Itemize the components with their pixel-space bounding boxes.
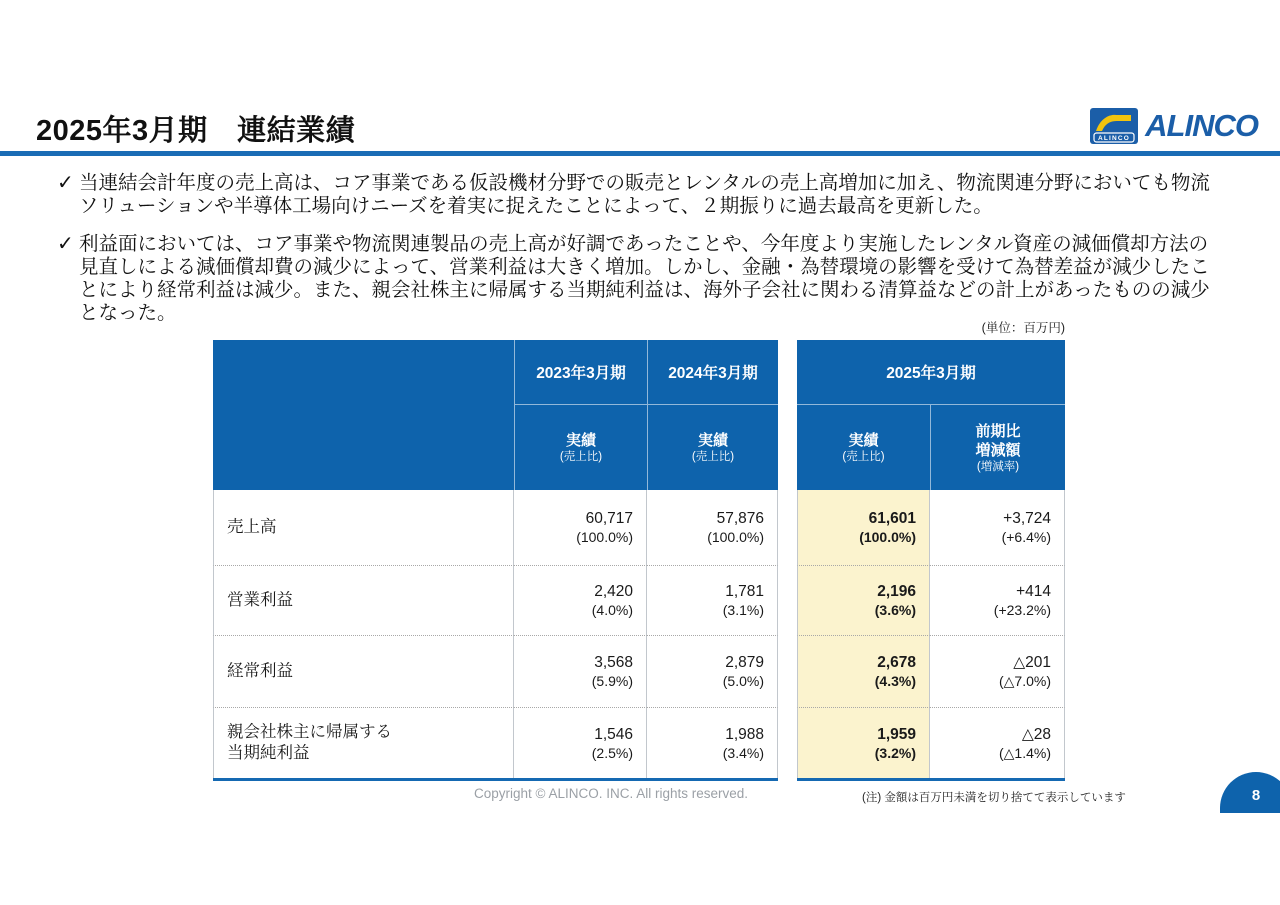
cell-ratio: (△7.0%) <box>998 673 1051 689</box>
checkmark-icon: ✓ <box>57 233 74 255</box>
cell-value: 1,546 <box>594 725 633 743</box>
cell-ratio: (4.3%) <box>874 673 916 689</box>
results-table-fy2025 <box>797 340 1065 781</box>
alinco-wordmark: ALINCO <box>1145 108 1258 143</box>
cell-yoy-net-sales <box>930 490 1065 565</box>
bullet-text: 利益面においては、コア事業や物流関連製品の売上高が好調であったことや、今年度より実施したレンタル資産の減価償却方法の見直しによる減価償却費の減少によって、営業利益は大きく増加。しかし、金融・為替環境の影響を受けて為替差益が減少したことにより経常利益は減少。また、親会社株主に帰属する当期純利益は、海外子会社に関わる清算益などの計上があったものの減少となった。 <box>79 233 1210 324</box>
bullet-text: 当連結会計年度の売上高は、コア事業である仮設機材分野での販売とレンタルの売上高増加に加え、物流関連分野においても物流ソリューションや半導体工場向けニーズを着実に捉えたことによって、２期振りに過去最高を更新した。 <box>79 172 1210 217</box>
cell-value: 2,420 <box>594 583 633 600</box>
cell-ratio: (+6.4%) <box>1001 529 1051 545</box>
cell-ratio: (3.1%) <box>722 602 764 618</box>
row-label-text: 営業利益 <box>227 591 293 609</box>
subheader-actual-label: 実績 <box>848 432 879 449</box>
title-divider <box>0 151 1280 156</box>
cell-ratio: (5.0%) <box>722 673 764 689</box>
row-label-text: 経常利益 <box>227 662 293 680</box>
checkmark-icon: ✓ <box>57 172 74 194</box>
cell-value: 61,601 <box>868 510 916 527</box>
row-label-net-income <box>213 707 514 778</box>
cell-ratio: (3.2%) <box>874 744 916 761</box>
cell-fy2023-operating-income <box>514 565 647 635</box>
row-label-text: 親会社株主に帰属する <box>227 723 392 741</box>
cell-value: 60,717 <box>585 510 633 527</box>
cell-value: △201 <box>1013 654 1051 671</box>
row-label-net-sales <box>213 490 514 565</box>
row-label-text: 売上高 <box>227 518 277 536</box>
cell-fy2023-net-income <box>514 707 647 778</box>
cell-ratio: (+23.2%) <box>993 602 1051 618</box>
bullet-item <box>57 172 1217 218</box>
row-label-text2: 当期純利益 <box>227 744 310 762</box>
table-corner-cell <box>213 340 514 490</box>
cell-ratio: (100.0%) <box>707 529 764 545</box>
row-label-operating-income <box>213 565 514 635</box>
cell-value: +414 <box>1016 583 1051 600</box>
page-title: 2025年3月期 連結業績 <box>36 115 356 147</box>
cell-fy2024-net-income <box>647 707 778 778</box>
cell-value: +3,724 <box>1003 510 1051 527</box>
subheader-ratio-label: (売上比) <box>559 451 603 463</box>
unit-note: (単位：百万円) <box>981 321 1065 335</box>
cell-ratio: (2.5%) <box>591 744 633 761</box>
page-number-badge <box>1220 772 1280 813</box>
subheader-actual-label: 実績 <box>697 432 728 449</box>
bullet-item <box>57 233 1217 325</box>
cell-fy2024-ordinary-income <box>647 635 778 707</box>
cell-value: 2,196 <box>877 583 916 600</box>
cell-value: 2,678 <box>877 654 916 671</box>
subheader-ratio-label: (売上比) <box>842 451 885 463</box>
subheader-yoy-line3: (増減率) <box>976 460 1020 473</box>
subheader-yoy-line1: 前期比 <box>975 422 1021 440</box>
svg-text:ALINCO: ALINCO <box>1098 135 1131 142</box>
cell-yoy-ordinary-income <box>930 635 1065 707</box>
cell-value: 1,781 <box>725 583 764 600</box>
cell-value: 1,988 <box>725 725 764 743</box>
subheader-fy2023-actual <box>514 405 647 490</box>
cell-value: 3,568 <box>594 654 633 671</box>
cell-ratio: (5.9%) <box>591 673 633 689</box>
col-header-fy2023: 2023年3月期 <box>514 340 647 405</box>
cell-value: 57,876 <box>716 510 764 527</box>
col-header-fy2025: 2025年3月期 <box>797 340 1065 405</box>
subheader-ratio-label: (売上比) <box>691 451 735 463</box>
rounding-note: (注) 金額は百万円未満を切り捨てて表示しています <box>862 792 1126 804</box>
copyright-text: Copyright © ALINCO. INC. All rights reserved. <box>474 786 749 801</box>
cell-value: △28 <box>1021 725 1051 743</box>
cell-ratio: (3.4%) <box>722 744 764 761</box>
alinco-logo-icon <box>1090 108 1138 144</box>
cell-ratio: (4.0%) <box>591 602 633 618</box>
results-table-past <box>213 340 778 781</box>
alinco-logo <box>1090 108 1258 144</box>
cell-fy2025-net-sales <box>797 490 930 565</box>
cell-ratio: (100.0%) <box>859 529 916 545</box>
row-label-ordinary-income <box>213 635 514 707</box>
subheader-fy2024-actual <box>647 405 778 490</box>
cell-fy2025-net-income <box>797 707 930 778</box>
cell-fy2025-operating-income <box>797 565 930 635</box>
subheader-yoy-line2: 増減額 <box>975 441 1021 459</box>
cell-ratio: (100.0%) <box>576 529 633 545</box>
cell-fy2023-ordinary-income <box>514 635 647 707</box>
cell-fy2025-ordinary-income <box>797 635 930 707</box>
cell-yoy-net-income <box>930 707 1065 778</box>
summary-bullets <box>57 172 1217 340</box>
cell-ratio: (△1.4%) <box>998 744 1051 761</box>
cell-yoy-operating-income <box>930 565 1065 635</box>
subheader-fy2025-yoy <box>930 405 1065 490</box>
subheader-fy2025-actual <box>797 405 930 490</box>
col-header-fy2024: 2024年3月期 <box>647 340 778 405</box>
cell-ratio: (3.6%) <box>874 602 916 618</box>
cell-value: 1,959 <box>877 725 916 743</box>
cell-value: 2,879 <box>725 654 764 671</box>
cell-fy2023-net-sales <box>514 490 647 565</box>
page-number: 8 <box>1251 787 1261 804</box>
cell-fy2024-net-sales <box>647 490 778 565</box>
cell-fy2024-operating-income <box>647 565 778 635</box>
subheader-actual-label: 実績 <box>565 432 596 449</box>
